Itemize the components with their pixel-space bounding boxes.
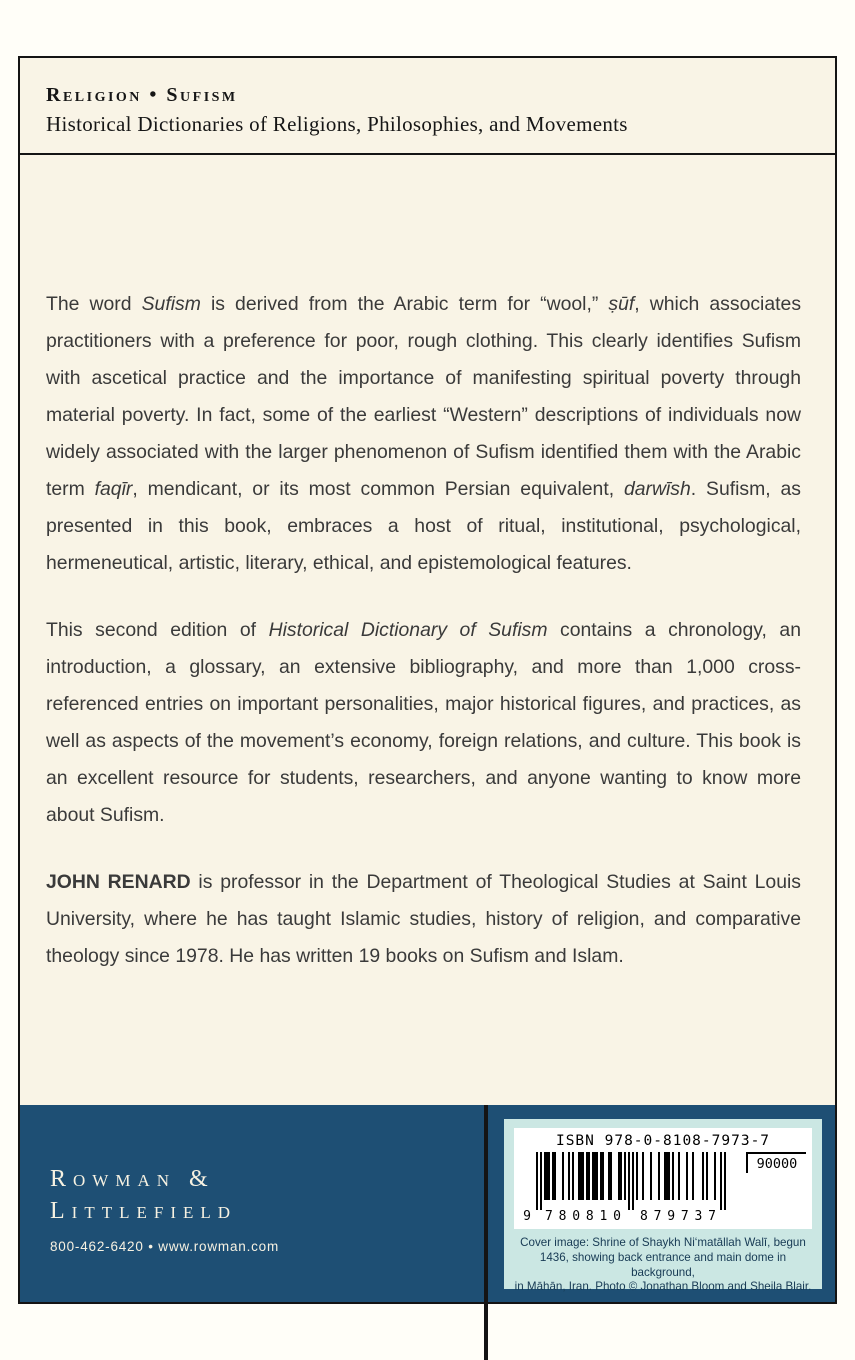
isbn-label: ISBN 978-0-8108-7973-7: [555, 1133, 771, 1149]
ean-barcode: [522, 1152, 740, 1222]
publisher-name-line2: Littlefield: [50, 1198, 238, 1224]
barcode-panel: [514, 1128, 812, 1229]
credit-line: in Māhān, Iran. Photo © Jonathan Bloom and Sheila Blair.: [514, 1280, 812, 1294]
publisher-contact: 800-462-6420 • www.rowman.com: [50, 1239, 280, 1254]
body-copy: [20, 155, 835, 975]
svg-text:879737: 879737: [640, 1209, 716, 1222]
paragraph-sufism-definition: The word Sufism is derived from the Arabic term for “wool,” ṣūf, which associates practitioners with a preference for poor, rough clothing. This clearly identifies Sufism with ascetical practice and the importance of manifesting spiritual poverty through material poverty. In fact, some of the earliest “Western” descriptions of individuals now widely associated with the larger phenomenon of Sufism identified them with the Arabic term faqīr, mendicant, or its most common Persian equivalent, darwīsh. Sufism, as presented in this book, embraces a host of ritual, institutional, psychological, hermeneutical, artistic, literary, ethical, and epistemological features.: [46, 293, 802, 574]
cover-frame: [18, 56, 837, 1304]
svg-text:780810: 780810: [545, 1209, 621, 1222]
publisher-block: [50, 1163, 279, 1254]
spine-divider: [484, 1105, 488, 1360]
credit-line: 1436, showing back entrance and main dome in background,: [539, 1250, 787, 1279]
paragraph-author-bio: JOHN RENARD is professor in the Department of Theological Studies at Saint Louis University, where he has taught Islamic studies, history of religion, and comparative theology since 1978. He has written 19 books on Sufism and Islam.: [46, 871, 801, 967]
barcode-box: [504, 1119, 822, 1294]
barcode-row: [514, 1152, 812, 1227]
ean-barcode-wrap: [522, 1152, 740, 1227]
price-addon: 90000: [746, 1152, 806, 1173]
cover-image-credit: [514, 1236, 812, 1295]
series-title: Historical Dictionaries of Religions, Philosophies, and Movements: [46, 112, 628, 136]
header-band: [20, 58, 835, 155]
publisher-name-line1: Rowman &: [50, 1166, 215, 1192]
svg-text:9: 9: [523, 1209, 531, 1222]
publisher-logo: [50, 1163, 279, 1227]
category-label: Religion • Sufism: [46, 84, 238, 106]
footer-band: [20, 1105, 835, 1302]
credit-line: Cover image: Shrine of Shaykh Ni‘matāllah Walī, begun: [520, 1236, 806, 1249]
paragraph-book-description: This second edition of Historical Dictionary of Sufism contains a chronology, an introduction, a glossary, an extensive bibliography, and more than 1,000 cross-referenced entries on important personalities, major historical figures, and practices, as well as aspects of the movement’s economy, foreign relations, and culture. This book is an excellent resource for students, researchers, and anyone wanting to know more about Sufism.: [46, 619, 801, 826]
